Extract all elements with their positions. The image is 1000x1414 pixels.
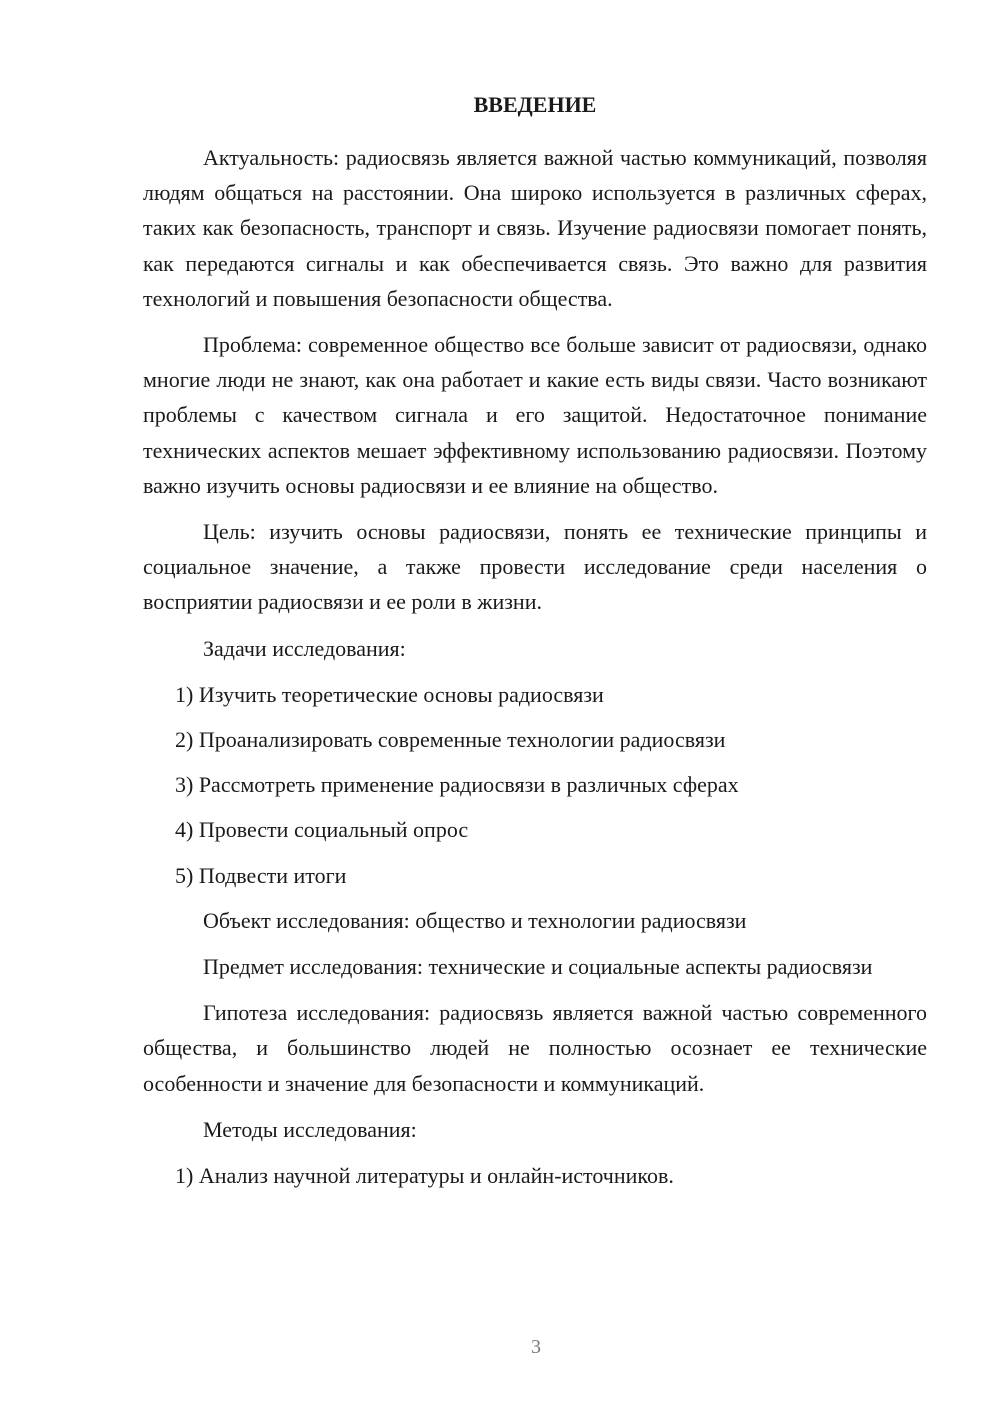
subject-paragraph: Предмет исследования: технические и социальные аспекты радиосвязи xyxy=(203,954,873,980)
relevance-paragraph: Актуальность: радиосвязь является важной частью коммуникаций, позволяя людям общаться на расстоянии. Она широко используется в различных сферах, таких как безопасность, транспорт и связь. Изучение радиосвязи помогает понять, как передаются сигналы и как обеспечивается связь. Это важно для развития технологий и повышения безопасности общества. xyxy=(143,145,927,311)
goal-paragraph: Цель: изучить основы радиосвязи, понять ее технические принципы и социальное значение, а также провести исследование среди населения о восприятии радиосвязи и ее роли в жизни. xyxy=(143,519,927,615)
tasks-heading: Задачи исследования: xyxy=(203,635,406,661)
task-item-5: 5) Подвести итоги xyxy=(175,862,347,888)
section-title: ВВЕДЕНИЕ xyxy=(473,92,597,117)
methods-heading: Методы исследования: xyxy=(203,1116,417,1142)
hypothesis-paragraph: Гипотеза исследования: радиосвязь является важной частью современного общества, и большинство людей не полностью осознает ее технические особенности и значение для безопасности и коммуникаций. xyxy=(143,1000,927,1096)
object-paragraph: Объект исследования: общество и технологии радиосвязи xyxy=(203,907,747,933)
page-number: 3 xyxy=(531,1336,541,1358)
problem-paragraph: Проблема: современное общество все больше зависит от радиосвязи, однако многие люди не знают, как она работает и какие есть виды связи. Часто возникают проблемы с качеством сигнала и его защитой. Недостаточное понимание технических аспектов мешает эффективному использованию радиосвязи. Поэтому важно изучить основы радиосвязи и ее влияние на общество. xyxy=(143,332,927,498)
task-item-4: 4) Провести социальный опрос xyxy=(175,817,469,843)
task-item-3: 3) Рассмотреть применение радиосвязи в различных сферах xyxy=(175,772,739,798)
task-item-1: 1) Изучить теоретические основы радиосвязи xyxy=(175,681,604,707)
page-content xyxy=(143,92,927,1203)
task-item-2: 2) Проанализировать современные технологии радиосвязи xyxy=(175,727,726,753)
method-item-1: 1) Анализ научной литературы и онлайн-источников. xyxy=(175,1163,674,1189)
